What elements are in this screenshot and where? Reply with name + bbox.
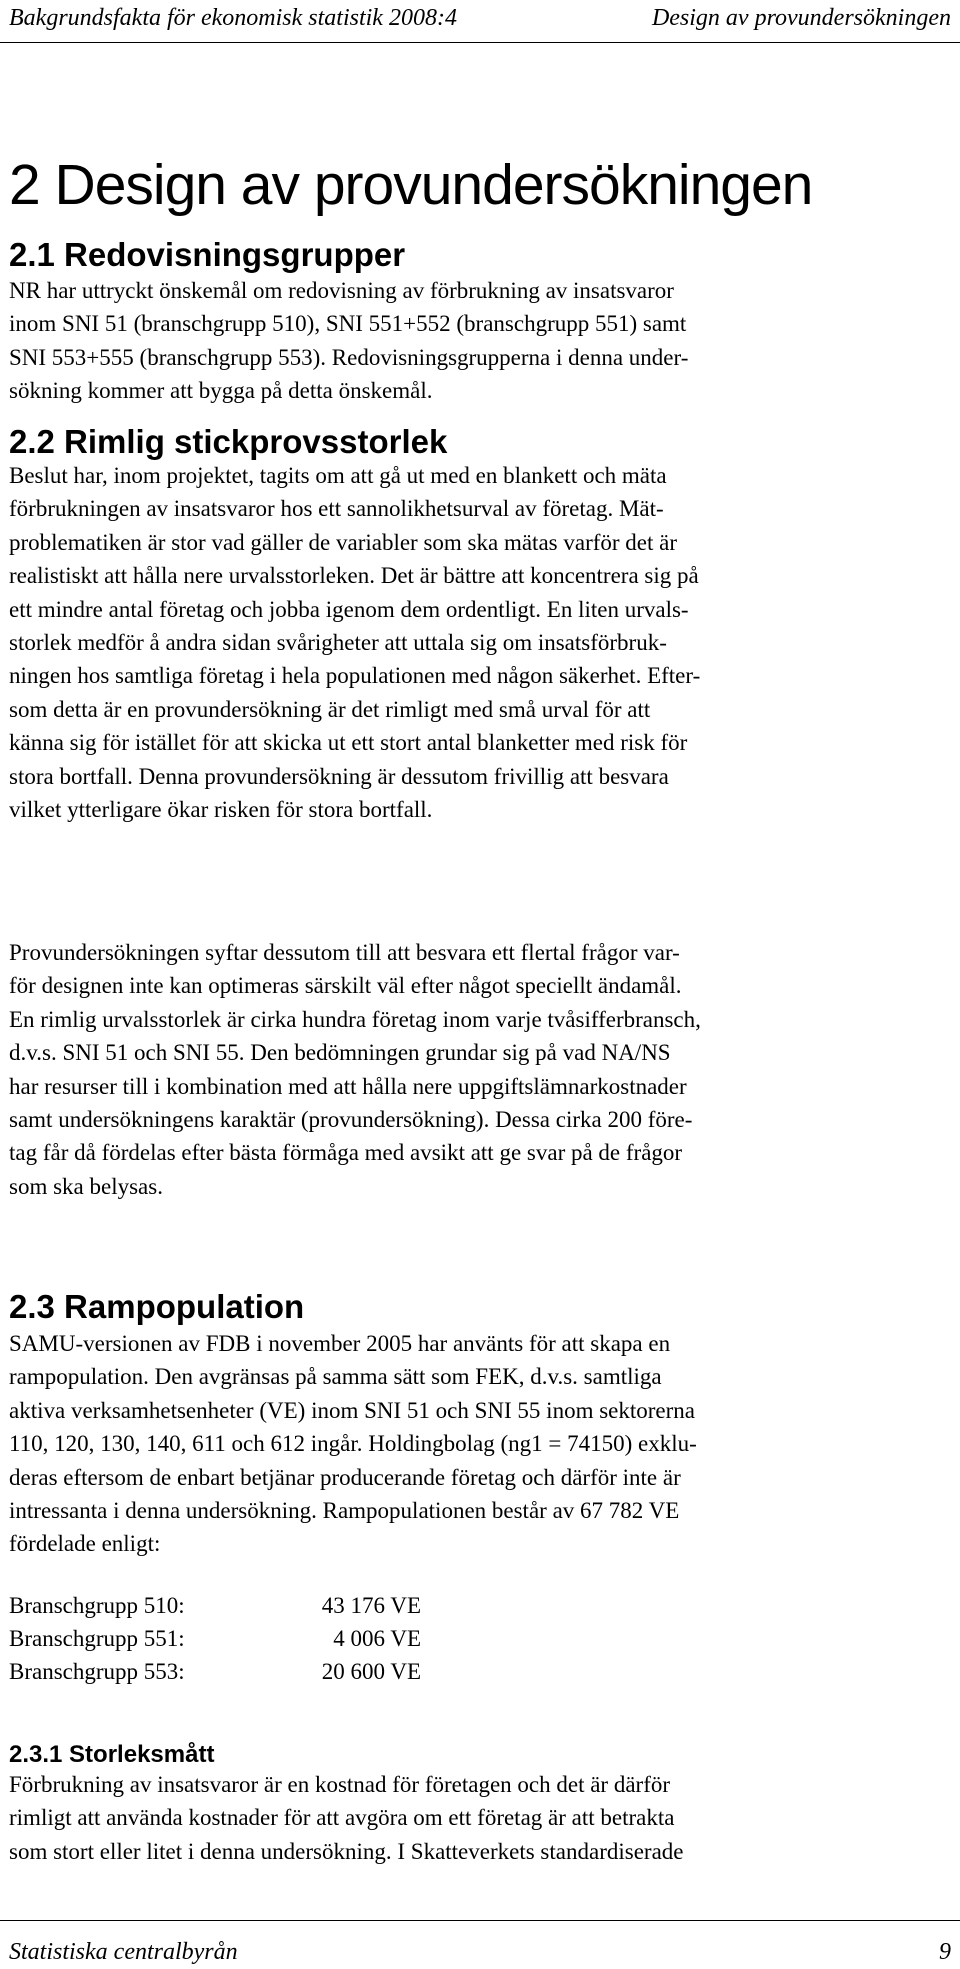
text-line: stora bortfall. Denna provundersökning är dessutom frivillig att besvara bbox=[9, 763, 669, 789]
section-2-2-paragraph-1 bbox=[9, 459, 945, 826]
branch-group-label: Branschgrupp 551: bbox=[9, 1626, 185, 1651]
text-line: SNI 553+555 (branschgrupp 553). Redovisningsgrupperna i denna under- bbox=[9, 344, 689, 370]
section-2-1-paragraph bbox=[9, 274, 945, 408]
text-line: aktiva verksamhetsenheter (VE) inom SNI 51 och SNI 55 inom sektorerna bbox=[9, 1397, 695, 1423]
section-2-3-1-paragraph bbox=[9, 1768, 945, 1868]
subsection-heading-2-3-1: 2.3.1 Storleksmått bbox=[9, 1741, 215, 1768]
text-line: En rimlig urvalsstorlek är cirka hundra företag inom varje tvåsifferbransch, bbox=[9, 1006, 701, 1032]
text-line: har resurser till i kombination med att hålla nere uppgiftslämnarkostnader bbox=[9, 1073, 687, 1099]
text-line: rampopulation. Den avgränsas på samma sätt som FEK, d.v.s. samtliga bbox=[9, 1364, 662, 1390]
text-line: vilket ytterligare ökar risken för stora bortfall. bbox=[9, 797, 433, 823]
branch-group-label: Branschgrupp 553: bbox=[9, 1659, 185, 1684]
text-line: som ska belysas. bbox=[9, 1173, 163, 1199]
text-line: som stort eller litet i denna undersökning. I Skatteverkets standardiserade bbox=[9, 1838, 684, 1864]
header-divider bbox=[0, 42, 960, 43]
text-line: känna sig för istället för att skicka ut ett stort antal blanketter med risk för bbox=[9, 730, 688, 756]
footer-divider bbox=[0, 1920, 960, 1921]
text-line: inom SNI 51 (branschgrupp 510), SNI 551+552 (branschgrupp 551) samt bbox=[9, 311, 687, 337]
branch-group-row bbox=[9, 1655, 421, 1688]
text-line: ett mindre antal företag och jobba igenom dem ordentligt. En liten urvals- bbox=[9, 596, 689, 622]
header-publication-title: Bakgrundsfakta för ekonomisk statistik 2008:4 bbox=[9, 5, 457, 31]
text-line: ningen hos samtliga företag i hela populationen med någon säkerhet. Efter- bbox=[9, 663, 701, 689]
footer-publisher: Statistiska centralbyrån bbox=[9, 1939, 238, 1965]
section-2-3-paragraph bbox=[9, 1327, 945, 1561]
section-heading-2-2: 2.2 Rimlig stickprovsstorlek bbox=[9, 423, 448, 460]
text-line: 110, 120, 130, 140, 611 och 612 ingår. Holdingbolag (ng1 = 74150) exklu- bbox=[9, 1431, 697, 1457]
section-heading-2-3: 2.3 Rampopulation bbox=[9, 1288, 305, 1325]
branch-group-row bbox=[9, 1589, 421, 1622]
text-line: samt undersökningens karaktär (provundersökning). Dessa cirka 200 före- bbox=[9, 1107, 693, 1133]
branch-group-value: 20 600 VE bbox=[321, 1659, 421, 1684]
text-line: fördelade enligt: bbox=[9, 1531, 161, 1557]
section-heading-2-1: 2.1 Redovisningsgrupper bbox=[9, 236, 406, 273]
text-line: storlek medför å andra sidan svårigheter att uttala sig om insatsförbruk- bbox=[9, 630, 667, 656]
text-line: Beslut har, inom projektet, tagits om att gå ut med en blankett och mäta bbox=[9, 463, 667, 488]
text-line: Förbrukning av insatsvaror är en kostnad för företagen och det är därför bbox=[9, 1772, 671, 1797]
running-header bbox=[0, 0, 960, 44]
branch-group-table bbox=[9, 1589, 421, 1688]
text-line: SAMU-versionen av FDB i november 2005 har använts för att skapa en bbox=[9, 1331, 671, 1356]
branch-group-row bbox=[9, 1622, 421, 1655]
branch-group-value: 43 176 VE bbox=[321, 1593, 421, 1618]
header-chapter-title: Design av provundersökningen bbox=[651, 5, 951, 31]
text-line: intressanta i denna undersökning. Rampopulationen består av 67 782 VE bbox=[9, 1498, 680, 1524]
text-line: rimligt att använda kostnader för att avgöra om ett företag är att betrakta bbox=[9, 1805, 675, 1831]
text-line: för designen inte kan optimeras särskilt väl efter något speciellt ändamål. bbox=[9, 973, 682, 999]
text-line: som detta är en provundersökning är det rimligt med små urval för att bbox=[9, 696, 651, 722]
text-line: realistiskt att hålla nere urvalsstorleken. Det är bättre att koncentrera sig på bbox=[9, 563, 699, 589]
text-line: d.v.s. SNI 51 och SNI 55. Den bedömningen grundar sig på vad NA/NS bbox=[9, 1040, 671, 1066]
text-line: deras eftersom de enbart betjänar producerande företag och därför inte är bbox=[9, 1464, 681, 1490]
running-footer bbox=[0, 1920, 960, 1969]
chapter-title: 2 Design av provundersökningen bbox=[9, 153, 813, 217]
text-line: Provundersökningen syftar dessutom till att besvara ett flertal frågor var- bbox=[9, 940, 680, 965]
text-line: problematiken är stor vad gäller de variabler som ska mätas varför det är bbox=[9, 529, 678, 555]
section-2-2-paragraph-2 bbox=[9, 936, 945, 1203]
page-number: 9 bbox=[939, 1939, 951, 1965]
text-line: sökning kommer att bygga på detta önskemål. bbox=[9, 378, 433, 404]
branch-group-label: Branschgrupp 510: bbox=[9, 1593, 185, 1618]
branch-group-value: 4 006 VE bbox=[333, 1626, 421, 1651]
text-line: tag får då fördelas efter bästa förmåga med avsikt att ge svar på de frågor bbox=[9, 1140, 683, 1166]
text-line: förbrukningen av insatsvaror hos ett sannolikhetsurval av företag. Mät- bbox=[9, 496, 664, 522]
text-line: NR har uttryckt önskemål om redovisning av förbrukning av insatsvaror bbox=[9, 278, 674, 303]
